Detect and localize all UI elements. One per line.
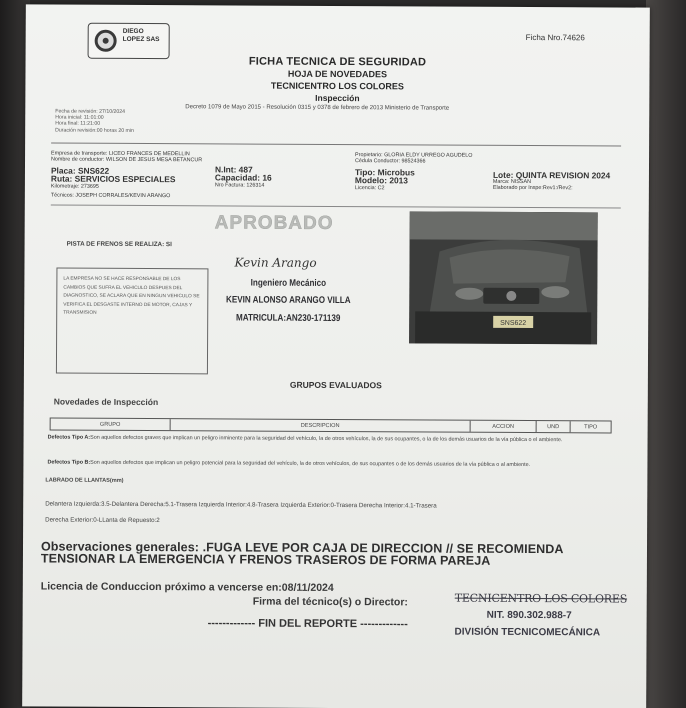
col-action: ACCION xyxy=(471,421,537,432)
defect-type-b-label: Defectos Tipo B: xyxy=(47,459,91,466)
defect-type-a-label: Defectos Tipo A: xyxy=(47,434,91,441)
defect-type-a xyxy=(48,433,622,445)
transport-company: Empresa de transporte: LICEO FRANCES DE MEDELLIN xyxy=(51,150,190,158)
brand: Marca: NISSAN xyxy=(492,178,531,186)
ficha-number: Ficha Nro.74626 xyxy=(525,32,585,43)
end-time: Hora final: 11:21:00 xyxy=(55,120,101,128)
revision-times xyxy=(55,109,134,134)
internal-number: N.Int: 487 xyxy=(214,164,253,175)
center-stamp: TECNICENTRO LOS COLORES xyxy=(454,591,628,606)
general-observations: Observaciones generales: .FUGA LEVE POR CAJA DE DIRECCION // SE RECOMIENDA TENSIONAR LA EMERGENCIA Y FRENOS TRASEROS DE FORMA PAREJA xyxy=(40,539,564,568)
defect-type-a-text: Son aquellos defectos graves que implican un peligro inminente para la seguridad del vehículo, la de otros vehículos, la de sus ocupantes, o la de los demás usuarios de la vía pública o el ambiente. xyxy=(90,434,563,444)
vehicle-model: Modelo: 2013 xyxy=(354,175,409,186)
col-type: TIPO xyxy=(584,423,598,430)
plate: Placa: SNS622 xyxy=(50,165,110,176)
license-category: Licencia: C2 xyxy=(354,185,385,192)
signature-label: Firma del técnico(s) o Director: xyxy=(252,595,408,609)
center-name: TECNICENTRO LOS COLORES xyxy=(270,80,404,92)
photo-plate: SNS622 xyxy=(500,319,527,327)
groups-table-header xyxy=(50,418,612,434)
route: Ruta: SERVICIOS ESPECIALES xyxy=(50,173,176,185)
document-title: FICHA TECNICA DE SEGURIDAD xyxy=(248,55,427,69)
defect-type-b-text: Son aquellos defectos que implican un peligro potencial para la seguridad del vehículo, la de otros vehículos, de sus ocupantes o de los demás usuarios de la vía pública o al ambiente. xyxy=(90,459,531,469)
section-title: Inspección xyxy=(315,92,360,104)
document-subtitle: HOJA DE NOVEDADES xyxy=(287,68,388,80)
col-description: DESCRIPCION xyxy=(171,419,471,432)
driver-name: Nombre de conductor: WILSON DE JESUS MESA BETANCUR xyxy=(51,156,203,164)
document-page xyxy=(22,4,650,708)
prepared-by: Elaborado por Inspe:Rev1:/Rev2: xyxy=(492,184,573,192)
tire-tread-title: LABRADO DE LLANTAS(mm) xyxy=(45,477,124,484)
capacity: Capacidad: 16 xyxy=(214,172,272,183)
stamp-name: KEVIN ALONSO ARANGO VILLA xyxy=(225,294,351,307)
company-logo xyxy=(88,23,170,59)
defect-type-b xyxy=(47,458,621,470)
decree-text: Decreto 1079 de Mayo 2015 - Resolución 0315 y 0378 de febrero de 2013 Ministerio de Transporte xyxy=(185,104,450,112)
lot: Lote: QUINTA REVISION 2024 xyxy=(492,169,611,181)
logo-text: DIEGO LOPEZ SAS xyxy=(122,27,160,43)
col-group: GRUPO xyxy=(51,419,171,431)
nit-stamp: NIT. 890.302.988-7 xyxy=(486,609,572,622)
revision-date: Fecha de revisión: 27/10/2024 xyxy=(55,108,126,115)
owner: Propietario: GLORIA ELDY URREGO AGUDELO xyxy=(355,152,473,159)
tire-tread-values-1: Delantera Izquierda:3.5-Delantera Derecha:5.1-Trasera Izquierda Interior:4.8-Trasera Izquierda Exterior:0-Trasera Derecha Interior:4.1-Trasera xyxy=(45,500,437,510)
driver-id: Cédula Conductor: 98524366 xyxy=(355,158,426,165)
end-of-report: ------------- FIN DEL REPORTE ------------- xyxy=(207,617,408,631)
divider xyxy=(51,205,621,209)
division-stamp: DIVISIÓN TECNICOMECÁNICA xyxy=(454,626,601,639)
inspection-notes-title: Novedades de Inspección xyxy=(53,396,159,408)
stamp-matricula: MATRICULA:AN230-171139 xyxy=(235,312,341,325)
duration: Duración revisión:00 horas 20 min xyxy=(55,127,134,134)
col-unit: UND xyxy=(537,421,571,432)
license-expiry: Licencia de Conduccion próximo a vencerse en:08/11/2024 xyxy=(40,580,334,594)
brake-track: PISTA DE FRENOS SE REALIZA: SI xyxy=(66,240,172,249)
stamp-role: Ingeniero Mecánico xyxy=(250,277,327,289)
tire-tread-values-2: Derecha Exterior:0-LLanta de Repuesto:2 xyxy=(45,516,160,525)
start-time: Hora inicial: 11:01:00 xyxy=(55,114,104,121)
technicians: Técnicos: JOSEPH CORRALES/KEVIN ARANGO xyxy=(50,192,171,200)
disclaimer-box: LA EMPRESA NO SE HACE RESPONSABLE DE LOS CAMBIOS QUE SUFRA EL VEHICULO DESPUES DEL DIAGNOSTICO, SE ACLARA QUE EN NINGUN VEHICULO SE VERIFICA EL DESGASTE INTERNO DE MOTOR, CAJAS Y TRANSMISION xyxy=(56,268,209,375)
invoice-number: Nro Factura: 126314 xyxy=(214,182,265,189)
vehicle-photo xyxy=(409,211,598,344)
groups-title: GRUPOS EVALUADOS xyxy=(289,379,382,391)
mileage: Kilometraje: 273695 xyxy=(50,183,99,190)
vehicle-type: Tipo: Microbus xyxy=(354,167,415,178)
background-right xyxy=(646,0,686,708)
handwritten-signature: Kevin Arango xyxy=(234,255,317,270)
tire-icon xyxy=(95,30,117,52)
divider xyxy=(51,143,621,147)
approval-status: APROBADO xyxy=(214,212,334,234)
